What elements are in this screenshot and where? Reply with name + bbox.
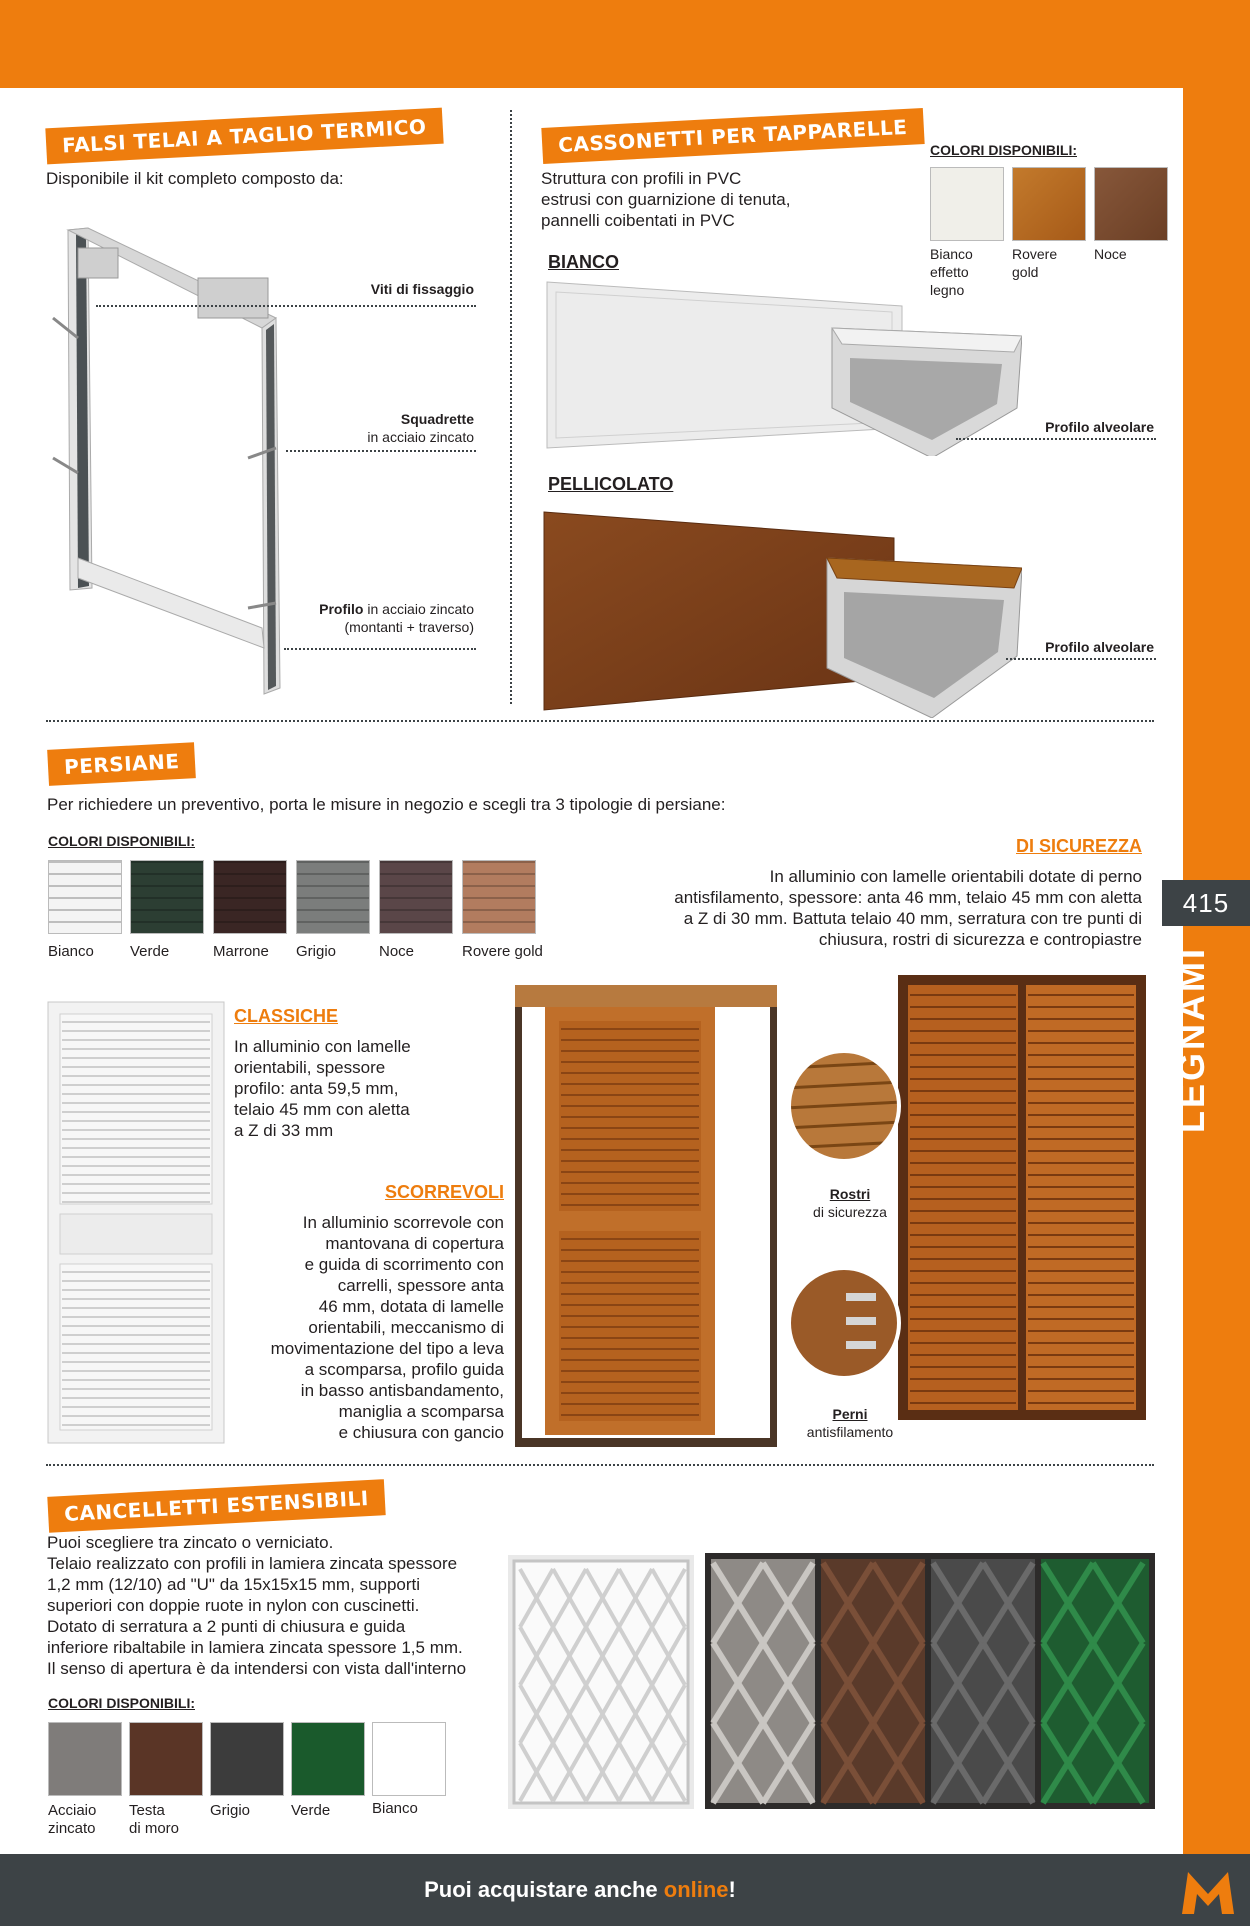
scorrevoli-title: SCORREVOLI (384, 1182, 504, 1202)
rostri-detail-image (786, 1048, 902, 1164)
cassonetto-bianco-image (542, 278, 1022, 456)
callout-squadrette: Squadrette in acciaio zincato (367, 411, 474, 445)
sicurezza-description: In alluminio con lamelle orientabili dotate di perno antisfilamento, spessore: anta 46 mm, telaio 45 mm con aletta a Z di 30 mm. Battuta telaio 40 mm, serratura con tre punti di chiusura, rostri di sicurezza e contropiastre (674, 867, 1142, 949)
page-number: 415 (1162, 880, 1250, 926)
swatch-label: Acciaio zincato (48, 1802, 97, 1837)
classiche-description: In alluminio con lamelle orientabili, spessore profilo: anta 59,5 mm, telaio 45 mm con aletta a Z di 33 mm (234, 1037, 411, 1140)
swatch-label: Testa di moro (129, 1802, 180, 1837)
swatch-label: Grigio (210, 1802, 251, 1819)
swatch-grigio (296, 860, 370, 934)
callout-viti: Viti di fissaggio (370, 281, 474, 297)
swatch-label: Bianco (48, 943, 94, 960)
cancelletti-title: CANCELLETTI ESTENSIBILI (47, 1479, 385, 1533)
swatch-noce (379, 860, 453, 934)
swatch-label: Marrone (213, 943, 269, 960)
callout-profilo-alveolare: Profilo alveolare (1045, 419, 1154, 435)
swatch-noce (1094, 167, 1168, 241)
leader-line (96, 305, 476, 307)
leader-line (286, 450, 476, 452)
leader-line (284, 648, 476, 650)
swatch-label: Noce (1094, 246, 1127, 262)
column-divider (510, 110, 512, 704)
swatch-label: Verde (130, 943, 170, 960)
swatch-label: Rovere gold (1012, 246, 1058, 280)
swatch-grigio (210, 1722, 284, 1796)
variant-pellicolato: PELLICOLATO (548, 474, 674, 494)
persiana-classica-image (46, 1000, 226, 1445)
section-divider (46, 720, 1154, 722)
section-label: LEGNAMI (1171, 946, 1212, 1134)
cancelletti-colors-label: COLORI DISPONIBILI: (48, 1695, 195, 1711)
persiane-title: PERSIANE (47, 742, 196, 786)
swatch-rovere-gold (1012, 167, 1086, 241)
top-banner (0, 0, 1250, 88)
swatch-label: Verde (291, 1802, 331, 1819)
persiana-scorrevole-image (515, 985, 777, 1447)
cancelletti-colori-image (705, 1553, 1155, 1809)
leader-line (956, 438, 1156, 440)
swatch-testa-di-moro (129, 1722, 203, 1796)
footer-prefix: Puoi acquistare anche (424, 1877, 664, 1902)
swatch-label: Bianco effetto legno (930, 246, 973, 298)
persiana-sicurezza-image (898, 975, 1146, 1420)
swatch-bianco (48, 860, 122, 934)
swatch-bianco (930, 167, 1004, 241)
footer-text (0, 1854, 1160, 1926)
swatch-label: Grigio (296, 943, 337, 960)
swatch-marrone (213, 860, 287, 934)
footer-suffix: ! (728, 1877, 736, 1902)
perni-detail-image (786, 1265, 902, 1381)
section-divider (46, 1464, 1154, 1466)
swatch-acciaio-zincato (48, 1722, 122, 1796)
swatch-verde (130, 860, 204, 934)
swatch-label: Bianco (372, 1800, 418, 1817)
cancelletto-bianco-image (508, 1555, 694, 1809)
callout-profilo: Profilo in acciaio zincato (montanti + traverso) (319, 601, 474, 635)
leader-line (1006, 658, 1156, 660)
cassonetti-description: Struttura con profili in PVC estrusi con guarnizione di tenuta, pannelli coibentati in PVC (541, 169, 791, 230)
scorrevoli-description: In alluminio scorrevole con mantovana di copertura e guida di scorrimento con carrelli, spessore anta 46 mm, dotata di lamelle orientabili, meccanismo di movimentazione del tipo a leva a scomparsa, profilo guida in basso antisbandamento, maniglia a scomparsa e chiusura con gancio (270, 1213, 504, 1442)
swatch-label: Rovere gold (462, 943, 543, 960)
callout-profilo-alveolare: Profilo alveolare (1045, 639, 1154, 655)
persiane-color-swatches (48, 860, 548, 960)
cassonetti-title: CASSONETTI PER TAPPARELLE (541, 108, 924, 164)
swatch-bianco (372, 1722, 446, 1796)
swatch-verde (291, 1722, 365, 1796)
swatch-label: Noce (379, 943, 415, 960)
persiane-intro: Per richiedere un preventivo, porta le misure in negozio e scegli tra 3 tipologie di persiane: (47, 795, 726, 814)
classiche-title: CLASSICHE (234, 1006, 339, 1026)
brand-logo (1178, 1866, 1238, 1918)
rostri-label: Rostri di sicurezza (813, 1186, 887, 1220)
cassonetto-pellicolato-image (542, 508, 1022, 718)
falsi-telai-intro: Disponibile il kit completo composto da: (46, 169, 344, 188)
cancelletti-color-swatches (48, 1722, 468, 1842)
swatch-rovere-gold (462, 860, 536, 934)
cassonetti-colors-label: COLORI DISPONIBILI: (930, 142, 1077, 158)
cancelletti-description: Puoi scegliere tra zincato o verniciato. Telaio realizzato con profili in lamiera zincata spessore 1,2 mm (12/10) ad "U" da 15x15x15 mm, supporti superiori con doppie ruote in nylon con cuscinetti. Dotato di serratura a 2 punti di chiusura e guida inferiore ribaltabile in lamiera zincata spessore 1,5 mm. Il senso di apertura è da intendersi con vista dall'interno (47, 1533, 467, 1678)
sicurezza-title: DI SICUREZZA (1016, 836, 1142, 856)
falsi-telai-title: FALSI TELAI A TAGLIO TERMICO (45, 108, 443, 165)
perni-label: Perni antisfilamento (806, 1406, 894, 1440)
footer-online-link[interactable]: online (663, 1877, 729, 1902)
variant-bianco: BIANCO (548, 252, 619, 272)
persiane-colors-label: COLORI DISPONIBILI: (48, 833, 195, 849)
